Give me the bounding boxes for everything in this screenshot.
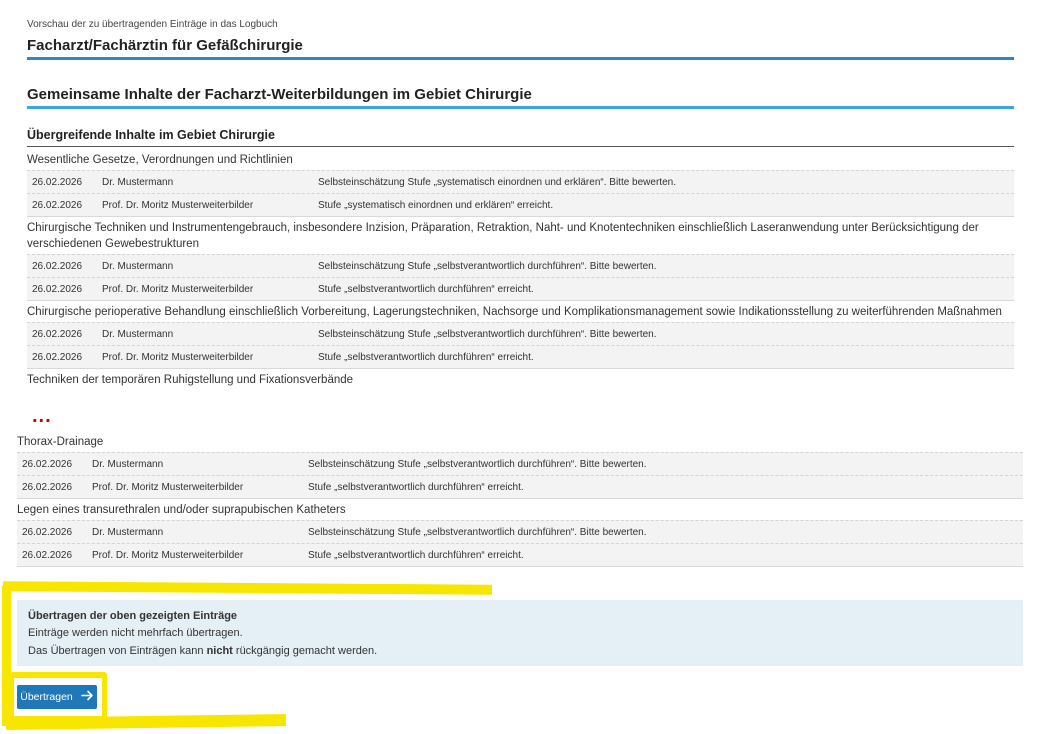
table-row	[27, 193, 1014, 216]
section-title: Gemeinsame Inhalte der Facharzt-Weiterbildungen im Gebiet Chirurgie	[27, 86, 532, 103]
entry-name: Prof. Dr. Moritz Musterweiterbilder	[102, 351, 254, 363]
list-item	[17, 498, 1023, 567]
entry-date: 26.02.2026	[32, 260, 83, 272]
section-divider	[27, 106, 1014, 109]
info-line-1: Einträge werden nicht mehrfach übertragen.	[28, 627, 243, 639]
item-title: Wesentliche Gesetze, Verordnungen und Richtlinien	[27, 154, 293, 166]
entry-name: Prof. Dr. Moritz Musterweiterbilder	[102, 283, 254, 295]
table-row	[27, 277, 1014, 300]
info-heading: Übertragen der oben gezeigten Einträge	[28, 610, 238, 622]
item-title: Chirurgische Techniken und Instrumentengebrauch, insbesondere Inzision, Präparation, Retraktion, Naht- und Knotentechniken einschließlich Laseranwendung unter Berücksichtigung der verschiedenen Gewebestrukturen	[27, 216, 1014, 254]
subsection-title: Übergreifende Inhalte im Gebiet Chirurgie	[27, 128, 275, 142]
entry-text: Stufe „systematisch einordnen und erklären“ erreicht.	[318, 199, 554, 211]
list-item	[27, 216, 1014, 300]
item-title: Thorax-Drainage	[17, 436, 104, 448]
transfer-info-box	[17, 600, 1023, 666]
entry-text: Selbsteinschätzung Stufe „selbstverantwortlich durchführen“. Bitte bewerten.	[318, 328, 657, 340]
omission-ellipsis: ...	[32, 405, 52, 427]
title-divider	[27, 57, 1014, 60]
items-bottom-list	[17, 431, 1023, 567]
list-item	[27, 300, 1014, 368]
highlight-stroke-top	[3, 581, 492, 594]
entry-date: 26.02.2026	[32, 199, 83, 211]
table-row	[27, 254, 1014, 277]
table-row	[17, 543, 1023, 567]
entry-name: Prof. Dr. Moritz Musterweiterbilder	[92, 481, 244, 493]
list-item	[27, 368, 1014, 390]
items-top-list	[27, 149, 1014, 390]
entry-text: Stufe „selbstverantwortlich durchführen“ erreicht.	[318, 351, 534, 363]
entry-name: Dr. Mustermann	[92, 526, 164, 538]
entry-date: 26.02.2026	[22, 549, 73, 561]
arrow-right-icon	[81, 690, 94, 704]
entry-name: Prof. Dr. Moritz Musterweiterbilder	[102, 199, 254, 211]
item-title: Chirurgische perioperative Behandlung einschließlich Vorbereitung, Lagerungstechniken, Nachsorge und Komplikationsmanagement sowie Indikationsstellung zu weiterführenden Maßnahmen	[27, 300, 1014, 322]
entry-text: Stufe „selbstverantwortlich durchführen“ erreicht.	[318, 283, 534, 295]
entry-text: Selbsteinschätzung Stufe „selbstverantwortlich durchführen“. Bitte bewerten.	[308, 458, 647, 470]
subsection-divider	[27, 146, 1014, 147]
entry-date: 26.02.2026	[32, 351, 83, 363]
entry-name: Dr. Mustermann	[102, 176, 174, 188]
entry-text: Selbsteinschätzung Stufe „selbstverantwortlich durchführen“. Bitte bewerten.	[318, 260, 657, 272]
table-row	[17, 452, 1023, 475]
table-row	[27, 345, 1014, 368]
entry-name: Dr. Mustermann	[92, 458, 164, 470]
info-line-2	[28, 645, 377, 657]
entry-name: Prof. Dr. Moritz Musterweiterbilder	[92, 549, 244, 561]
entry-date: 26.02.2026	[22, 481, 73, 493]
info-line-2-start: Das Übertragen von Einträgen kann	[28, 645, 207, 657]
info-line-2-end: rückgängig gemacht werden.	[232, 645, 378, 657]
transfer-button[interactable]	[17, 685, 97, 709]
entry-name: Dr. Mustermann	[102, 260, 174, 272]
preview-caption: Vorschau der zu übertragenden Einträge in das Logbuch	[27, 19, 278, 30]
list-item	[17, 431, 1023, 498]
entry-text: Selbsteinschätzung Stufe „systematisch einordnen und erklären“. Bitte bewerten.	[318, 176, 676, 188]
table-row	[27, 322, 1014, 345]
entry-text: Stufe „selbstverantwortlich durchführen“ erreicht.	[308, 481, 524, 493]
list-item	[27, 149, 1014, 216]
info-line-2-emphasis: nicht	[206, 645, 233, 657]
table-row	[17, 475, 1023, 498]
page-title: Facharzt/Fachärztin für Gefäßchirurgie	[27, 37, 303, 54]
table-row	[17, 520, 1023, 543]
entry-name: Dr. Mustermann	[102, 328, 174, 340]
table-row	[27, 170, 1014, 193]
entry-date: 26.02.2026	[22, 526, 73, 538]
transfer-button-label: Übertragen	[20, 691, 73, 703]
entry-date: 26.02.2026	[32, 328, 83, 340]
entry-date: 26.02.2026	[32, 283, 83, 295]
entry-text: Selbsteinschätzung Stufe „selbstverantwortlich durchführen“. Bitte bewerten.	[308, 526, 647, 538]
entry-text: Stufe „selbstverantwortlich durchführen“ erreicht.	[308, 549, 524, 561]
item-title: Techniken der temporären Ruhigstellung und Fixationsverbände	[27, 368, 1014, 390]
entry-date: 26.02.2026	[32, 176, 83, 188]
item-title: Legen eines transurethralen und/oder suprapubischen Katheters	[17, 498, 1023, 520]
entry-date: 26.02.2026	[22, 458, 73, 470]
